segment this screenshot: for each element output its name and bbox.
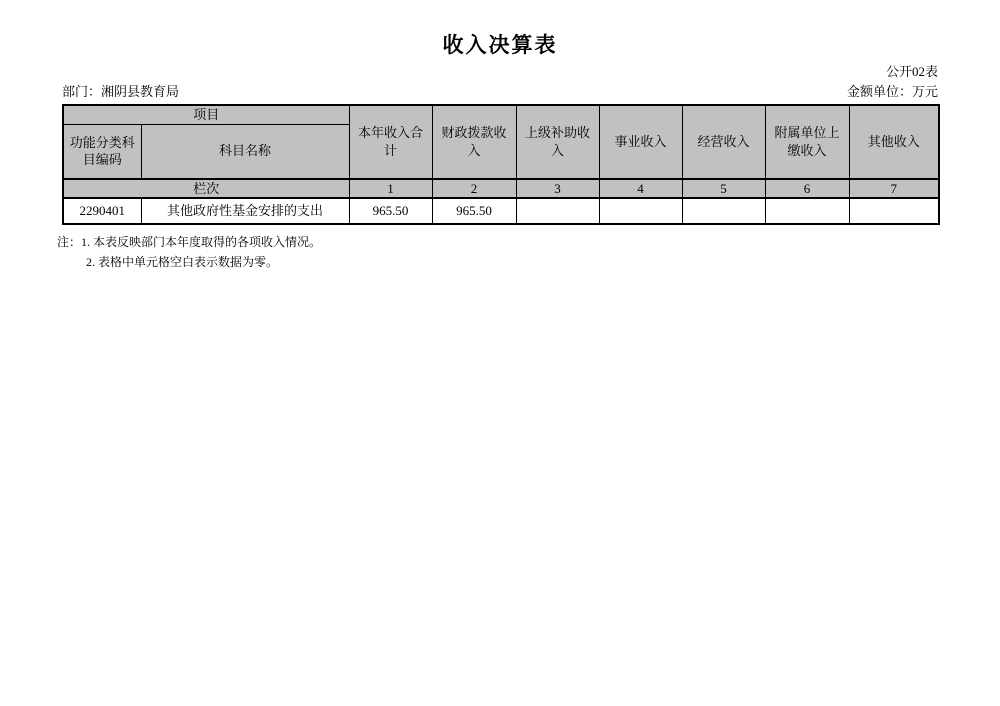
cell-subject-name: 其他政府性基金安排的支出 <box>141 198 349 224</box>
cell-operating-income <box>682 198 765 224</box>
header-col-affiliated-unit-income: 附属单位上缴收入 <box>765 105 849 179</box>
column-number-7: 7 <box>849 179 939 199</box>
column-number-6: 6 <box>765 179 849 199</box>
unit-label: 金额单位：万元 <box>846 84 938 99</box>
header-col-fiscal-appropriation: 财政拨款收入 <box>432 105 516 179</box>
header-col-total-income: 本年收入合计 <box>349 105 432 179</box>
column-number-4: 4 <box>599 179 682 199</box>
meta-row <box>62 83 938 100</box>
column-number-3: 3 <box>516 179 599 199</box>
header-func-code: 功能分类科目编码 <box>63 124 141 179</box>
cell-other-income <box>849 198 939 224</box>
footnote-1 <box>57 232 1000 252</box>
income-table <box>62 104 940 225</box>
column-number-2: 2 <box>432 179 516 199</box>
footnote-1-text: 1. 本表反映部门本年度取得的各项收入情况。 <box>81 235 322 250</box>
table-row <box>63 198 939 224</box>
table-code-label: 公开02表 <box>885 64 938 79</box>
cell-affiliated-unit-income <box>765 198 849 224</box>
header-row-project <box>63 105 939 124</box>
cell-fiscal-appropriation: 965.50 <box>432 198 516 224</box>
footnote-2 <box>86 252 1000 272</box>
cell-func-code: 2290401 <box>63 198 141 224</box>
header-col-institutional-income: 事业收入 <box>599 105 682 179</box>
header-row-column-index <box>63 179 939 199</box>
footnotes <box>57 232 1000 272</box>
column-number-5: 5 <box>682 179 765 199</box>
header-col-operating-income: 经营收入 <box>682 105 765 179</box>
header-col-other-income: 其他收入 <box>849 105 939 179</box>
footnote-prefix: 注： <box>57 235 82 250</box>
cell-superior-subsidy <box>516 198 599 224</box>
header-project: 项目 <box>63 105 349 124</box>
header-subject-name: 科目名称 <box>141 124 349 179</box>
page-title: 收入决算表 <box>442 33 558 57</box>
column-number-1: 1 <box>349 179 432 199</box>
department-label: 部门：湘阴县教育局 <box>62 84 180 99</box>
footnote-2-text: 2. 表格中单元格空白表示数据为零。 <box>86 255 279 270</box>
header-col-superior-subsidy: 上级补助收入 <box>516 105 599 179</box>
cell-total-income: 965.50 <box>349 198 432 224</box>
column-index-label: 栏次 <box>63 179 349 199</box>
cell-institutional-income <box>599 198 682 224</box>
